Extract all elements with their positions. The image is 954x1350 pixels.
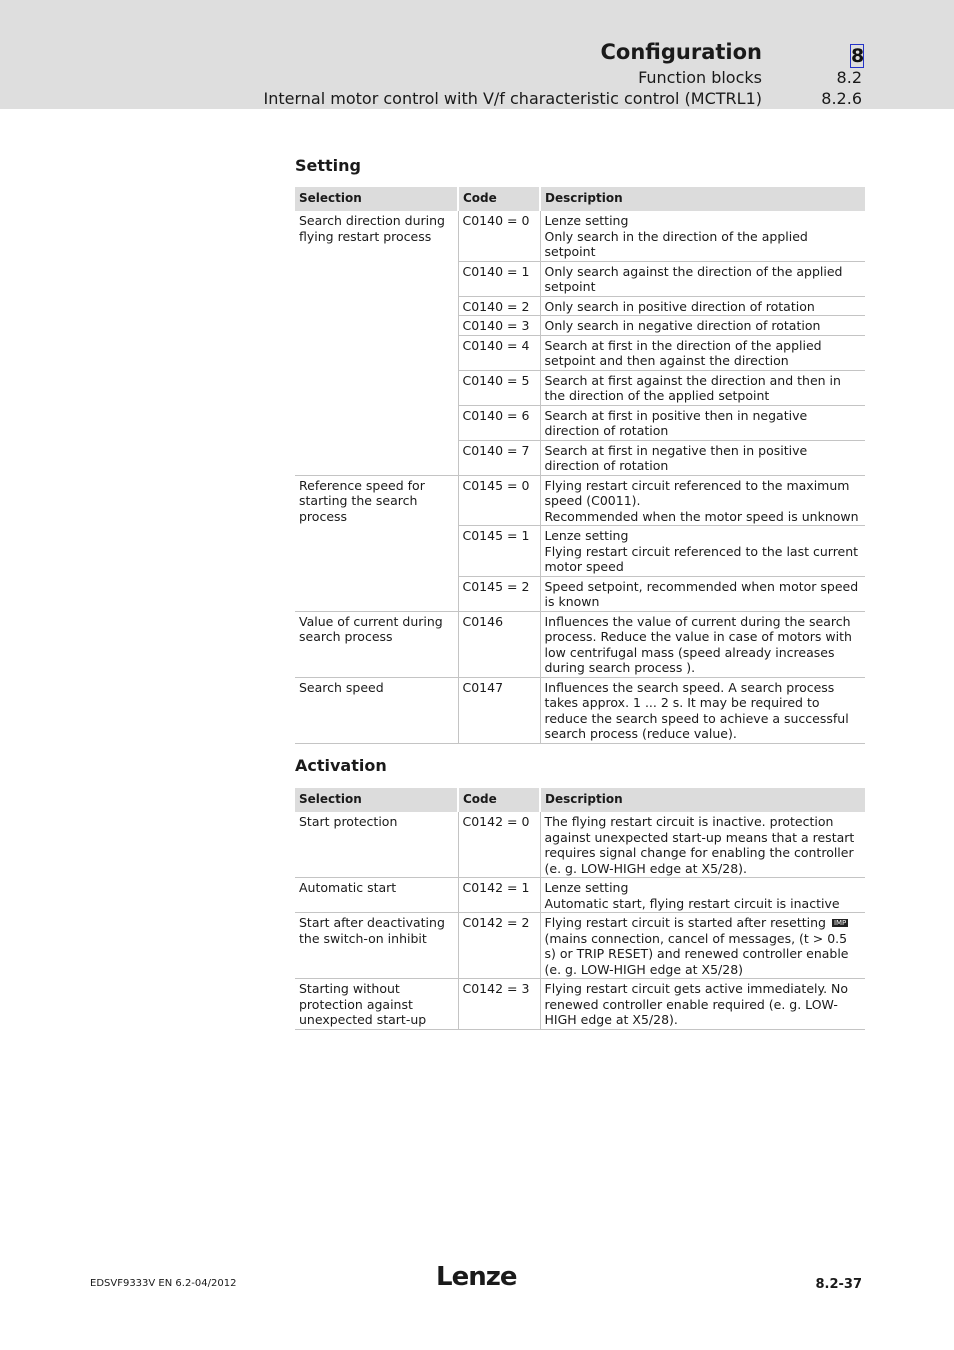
page-number: 8.2-37: [815, 1277, 862, 1292]
column-header-selection: Selection: [295, 187, 458, 211]
description-text: (mains connection, cancel of messages, (t > 0.5 s) or TRIP RESET) and renewed controller enable (e. g. LOW-HIGH edge at X5/28): [544, 930, 849, 977]
table-row: [295, 812, 865, 878]
description-line: Lenze setting: [544, 213, 629, 228]
table-row: [295, 211, 865, 261]
subsection-number: 8.2: [836, 68, 862, 87]
description-cell: Flying restart circuit gets active immediately. No renewed controller enable required (e. g. LOW-HIGH edge at X5/28).: [540, 979, 865, 1030]
selection-cell: Start protection: [295, 812, 458, 878]
description-cell: Only search in positive direction of rotation: [540, 296, 865, 316]
subsection-title: Internal motor control with V/f characteristic control (MCTRL1): [263, 89, 762, 108]
table-row: [295, 979, 865, 1030]
lenze-logo: Lenze: [436, 1262, 517, 1292]
code-cell: C0140 = 2: [458, 296, 540, 316]
column-header-selection: Selection: [295, 788, 458, 812]
selection-cell: Search speed: [295, 677, 458, 743]
chapter-number[interactable]: 8: [851, 45, 865, 67]
description-cell: Search at first in positive then in negative direction of rotation: [540, 405, 865, 440]
selection-cell: Reference speed for starting the search process: [295, 475, 458, 611]
description-line: Flying restart circuit referenced to the maximum speed (C0011).: [544, 477, 850, 508]
description-line: Only search in the direction of the applied setpoint: [544, 228, 808, 259]
imp-key-icon: IMP: [833, 919, 847, 927]
subsection-title: Function blocks: [638, 68, 762, 87]
description-line: Automatic start, flying restart circuit is inactive: [544, 895, 840, 911]
description-cell: Search at first against the direction and then in the direction of the applied setpoint: [540, 370, 865, 405]
description-cell: Influences the value of current during the search process. Reduce the value in case of motors with low centrifugal mass (speed already increases during search process ).: [540, 611, 865, 677]
description-cell: Only search against the direction of the applied setpoint: [540, 261, 865, 296]
activation-table: [295, 788, 865, 1030]
code-cell: C0145 = 0: [458, 475, 540, 526]
description-cell: [540, 878, 865, 913]
code-cell: C0140 = 5: [458, 370, 540, 405]
code-cell: C0142 = 0: [458, 812, 540, 878]
column-header-description: Description: [540, 788, 865, 812]
code-cell: C0140 = 1: [458, 261, 540, 296]
description-cell: The flying restart circuit is inactive. protection against unexpected start-up means that a restart requires signal change for enabling the controller (e. g. LOW-HIGH edge at X5/28).: [540, 812, 865, 878]
table-header-row: [295, 187, 865, 211]
description-cell: Search at first in the direction of the applied setpoint and then against the direction: [540, 335, 865, 370]
description-cell: Search at first in negative then in positive direction of rotation: [540, 440, 865, 475]
selection-cell: Start after deactivating the switch-on inhibit: [295, 913, 458, 979]
selection-cell: Search direction during flying restart process: [295, 211, 458, 475]
code-cell: C0145 = 1: [458, 526, 540, 577]
column-header-code: Code: [458, 187, 540, 211]
code-cell: C0140 = 4: [458, 335, 540, 370]
description-line: Flying restart circuit referenced to the last current motor speed: [544, 543, 859, 574]
setting-heading: Setting: [295, 156, 361, 175]
activation-heading: Activation: [295, 756, 387, 775]
chapter-title: Configuration: [600, 40, 762, 64]
code-cell: C0142 = 1: [458, 878, 540, 913]
setting-table: [295, 187, 865, 744]
table-row: [295, 913, 865, 979]
description-line: Recommended when the motor speed is unknown: [544, 508, 859, 524]
code-cell: C0140 = 0: [458, 211, 540, 261]
table-row: [295, 475, 865, 526]
table-row: [295, 677, 865, 743]
description-cell: Influences the search speed. A search process takes approx. 1 ... 2 s. It may be required to reduce the search speed to achieve a successful search process (reduce value).: [540, 677, 865, 743]
selection-cell: Value of current during search process: [295, 611, 458, 677]
description-cell: [540, 526, 865, 577]
description-cell: [540, 211, 865, 261]
selection-cell: Automatic start: [295, 878, 458, 913]
column-header-code: Code: [458, 788, 540, 812]
code-cell: C0147: [458, 677, 540, 743]
code-cell: C0142 = 3: [458, 979, 540, 1030]
table-row: [295, 611, 865, 677]
subsection-number: 8.2.6: [821, 89, 862, 108]
table-row: [295, 878, 865, 913]
code-cell: C0142 = 2: [458, 913, 540, 979]
description-line: Lenze setting: [544, 880, 629, 895]
description-cell: Speed setpoint, recommended when motor speed is known: [540, 576, 865, 611]
code-cell: C0140 = 7: [458, 440, 540, 475]
code-cell: C0140 = 6: [458, 405, 540, 440]
description-cell: [540, 475, 865, 526]
description-cell: [540, 913, 865, 979]
code-cell: C0140 = 3: [458, 316, 540, 336]
description-cell: Only search in negative direction of rotation: [540, 316, 865, 336]
code-cell: C0146: [458, 611, 540, 677]
selection-cell: Starting without protection against unexpected start-up: [295, 979, 458, 1030]
document-id: EDSVF9333V EN 6.2-04/2012: [90, 1278, 237, 1289]
description-line: Lenze setting: [544, 528, 629, 543]
table-header-row: [295, 788, 865, 812]
description-text: Flying restart circuit is started after resetting: [544, 915, 826, 930]
code-cell: C0145 = 2: [458, 576, 540, 611]
column-header-description: Description: [540, 187, 865, 211]
